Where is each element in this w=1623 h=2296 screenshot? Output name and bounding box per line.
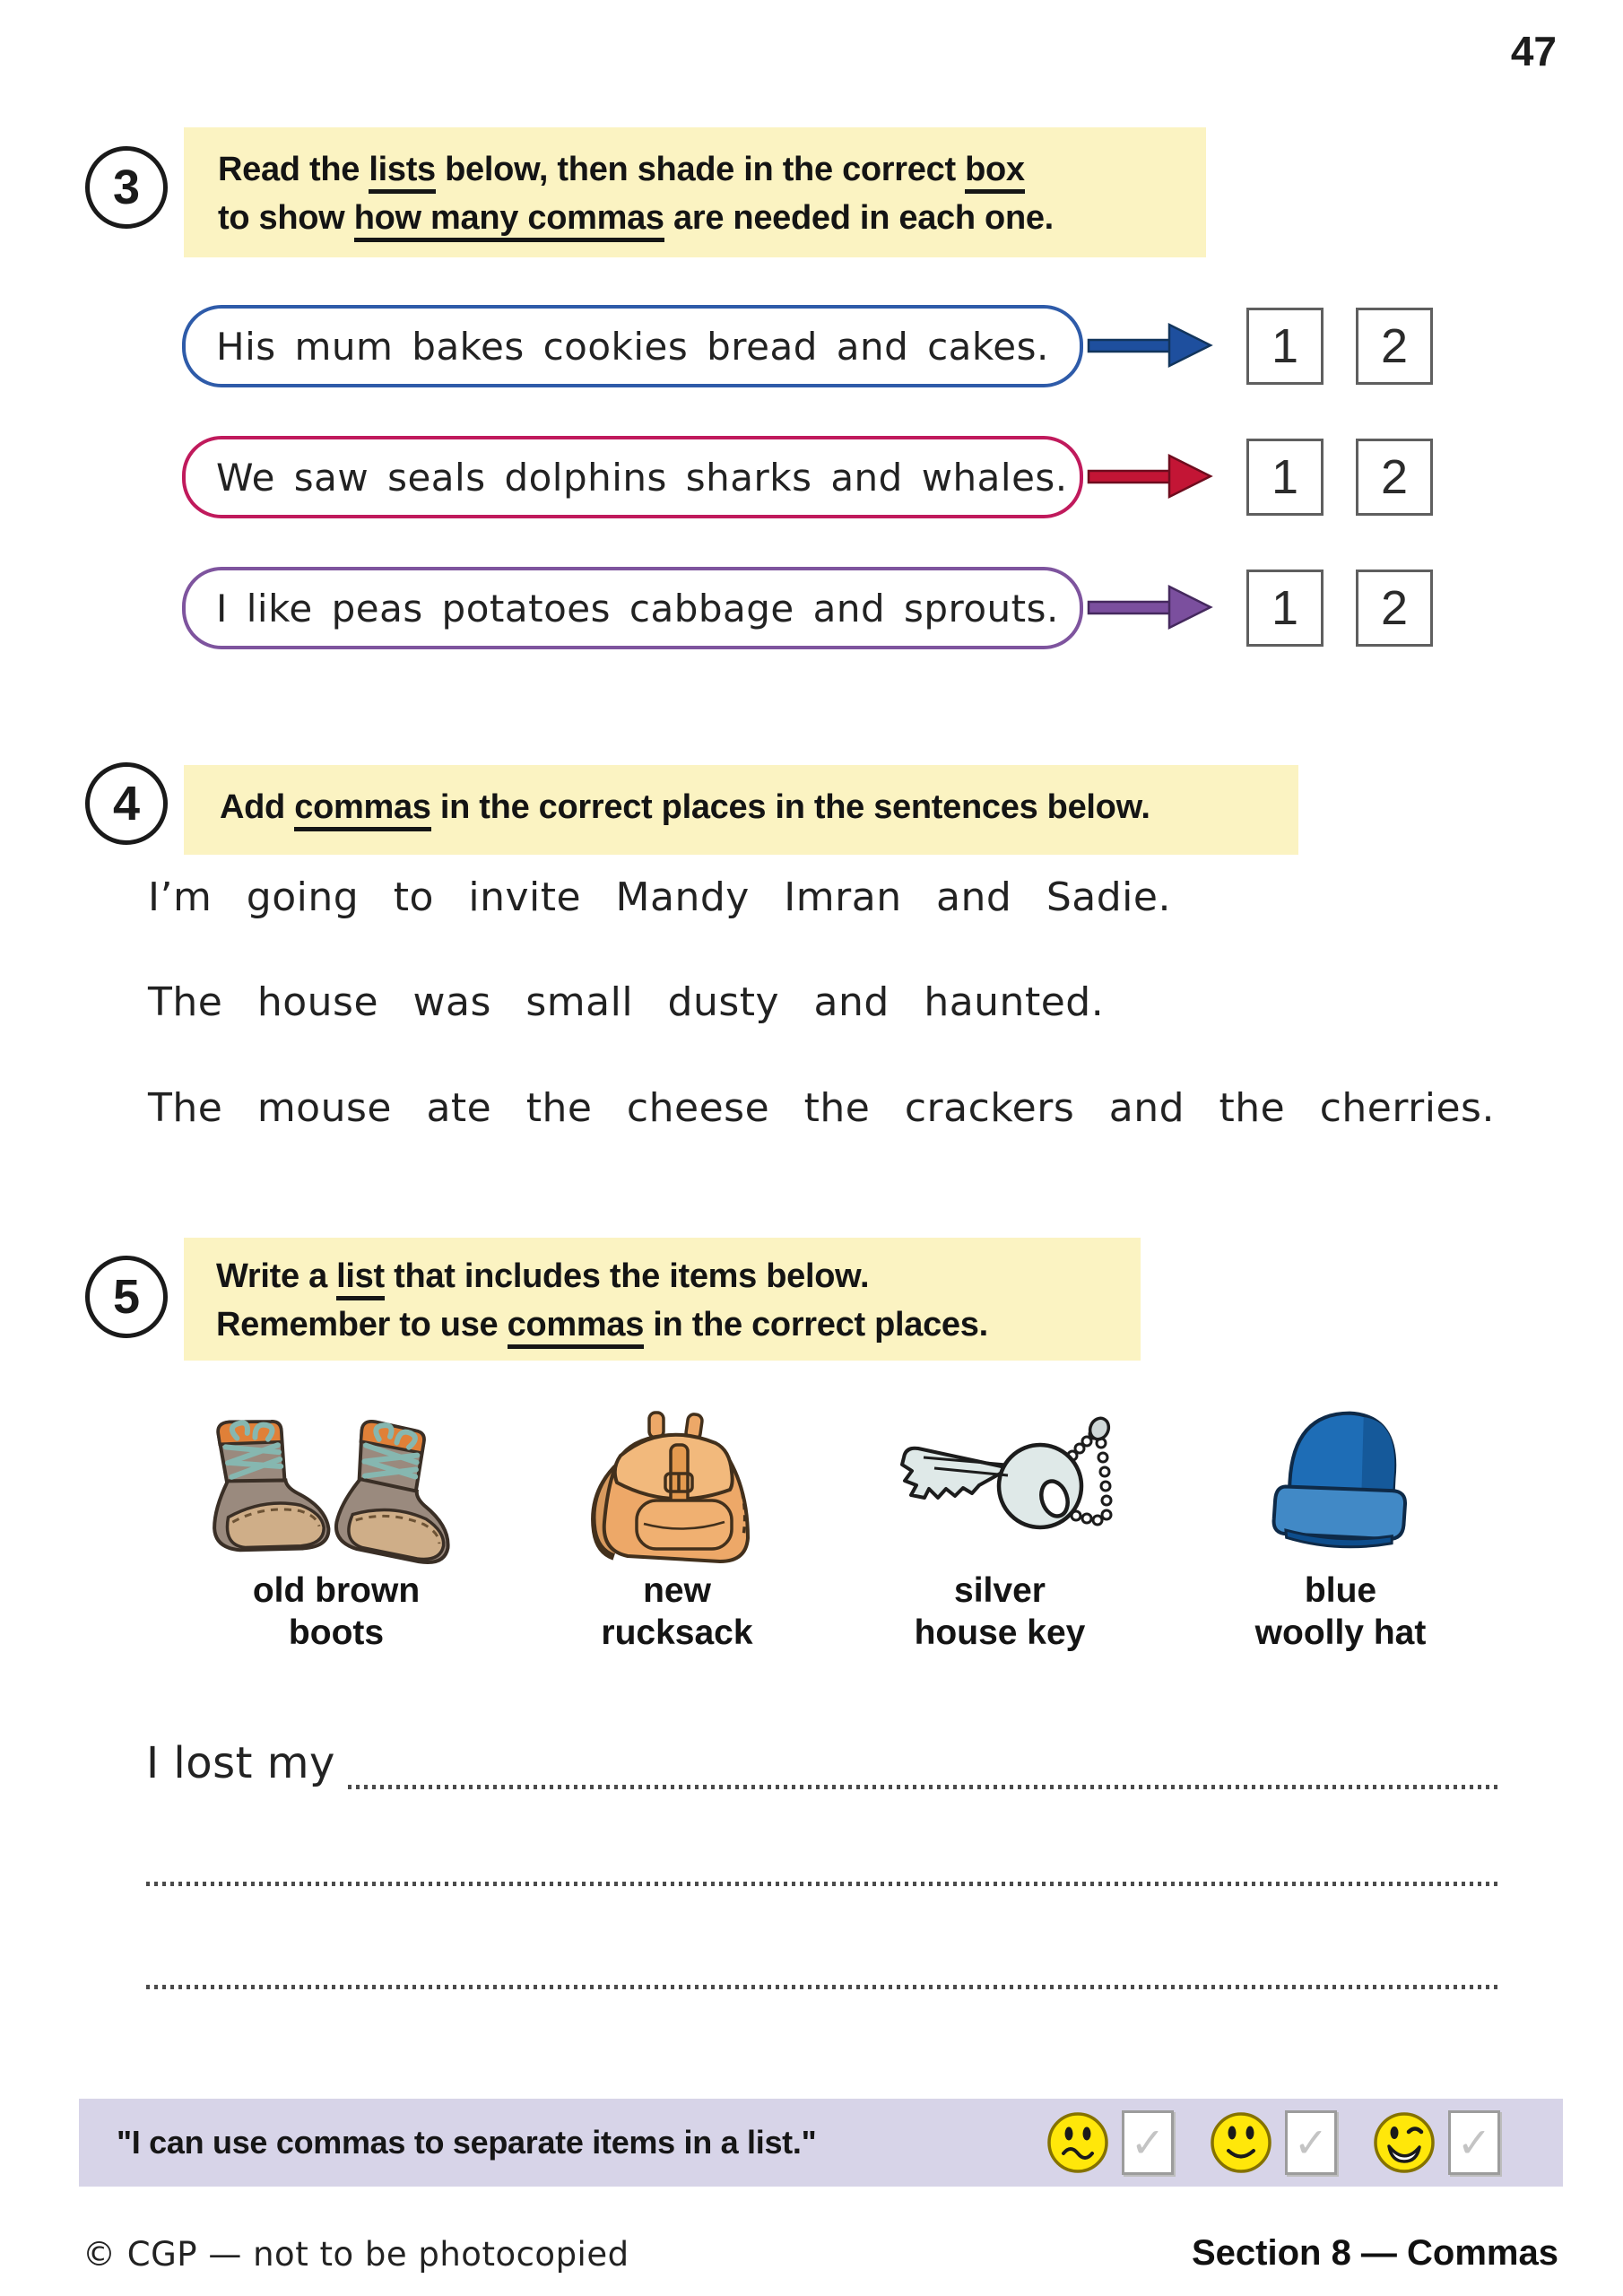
happy-checkbox[interactable] <box>1448 2110 1500 2175</box>
comma-exercise-sentence[interactable]: The mouse ate the cheese the crackers and the cherries. <box>148 1085 1495 1131</box>
item-label-line: old brown <box>252 1571 421 1610</box>
check-icon: ✓ <box>1130 2119 1166 2166</box>
list-item <box>1197 1395 1484 1654</box>
copyright-notice: © CGP — not to be photocopied <box>82 2235 629 2274</box>
instruction-line: to show how many commas are needed in each one. <box>218 194 1206 242</box>
answer-box-two[interactable]: 2 <box>1356 439 1433 516</box>
list-sentence-box: We saw seals dolphins sharks and whales. <box>182 436 1083 518</box>
smiley-unsure-icon <box>1045 2109 1111 2176</box>
question-4-digit: 4 <box>112 777 141 831</box>
instruction-line: Write a list that includes the items below. <box>216 1252 1141 1300</box>
unsure-checkbox[interactable] <box>1122 2110 1174 2175</box>
section-title: Section 8 — Commas <box>1191 2233 1558 2273</box>
answer-line[interactable] <box>146 1882 1497 1886</box>
list-item <box>856 1395 1143 1654</box>
comma-exercise-sentence[interactable]: I’m going to invite Mandy Imran and Sadie. <box>148 874 1171 920</box>
list-sentence-box: His mum bakes cookies bread and cakes. <box>182 305 1083 387</box>
page-number: 47 <box>1510 28 1557 74</box>
check-icon: ✓ <box>1456 2119 1492 2166</box>
boots-icon <box>193 1395 480 1570</box>
rucksack-icon <box>534 1395 820 1570</box>
answer-box-two[interactable]: 2 <box>1356 570 1433 647</box>
list-item <box>193 1395 480 1654</box>
answer-box-two[interactable]: 2 <box>1356 308 1433 385</box>
answer-prompt: I lost my <box>146 1738 335 1788</box>
list-sentence-box: I like peas potatoes cabbage and sprouts. <box>182 567 1083 649</box>
item-label-line: blue <box>1304 1571 1377 1610</box>
answer-line[interactable] <box>348 1785 1497 1789</box>
question-4-number <box>85 762 168 845</box>
question-5-instruction <box>184 1238 1141 1361</box>
question-3-digit: 3 <box>112 161 141 214</box>
question-3-instruction <box>184 127 1206 257</box>
item-label-line: woolly hat <box>1254 1613 1427 1652</box>
okay-checkbox[interactable] <box>1285 2110 1337 2175</box>
smiley-checkbox-row <box>1045 2099 1500 2187</box>
question-5-number <box>85 1256 168 1338</box>
self-assessment-statement: "I can use commas to separate items in a list." <box>117 2124 817 2161</box>
instruction-line: Remember to use commas in the correct places. <box>216 1300 1141 1349</box>
list-item <box>534 1395 820 1654</box>
smiley-happy-icon <box>1371 2109 1437 2176</box>
answer-box-one[interactable]: 1 <box>1246 439 1324 516</box>
self-assessment-bar <box>79 2099 1563 2187</box>
item-label-line: rucksack <box>601 1613 753 1652</box>
item-label-line: boots <box>288 1613 385 1652</box>
comma-exercise-sentence[interactable]: The house was small dusty and haunted. <box>148 979 1105 1025</box>
smiley-okay-icon <box>1208 2109 1274 2176</box>
answer-box-one[interactable]: 1 <box>1246 570 1324 647</box>
question-5-digit: 5 <box>112 1270 141 1324</box>
item-label-line: silver <box>954 1571 1046 1610</box>
instruction-line: Add commas in the correct places in the sentences below. <box>220 788 1298 827</box>
arrow-icon <box>1087 319 1214 371</box>
answer-box-one[interactable]: 1 <box>1246 308 1324 385</box>
item-label-line: new <box>643 1571 711 1610</box>
question-4-instruction <box>184 765 1298 855</box>
check-icon: ✓ <box>1293 2119 1329 2166</box>
item-label-line: house key <box>914 1613 1086 1652</box>
question-3-number <box>85 146 168 229</box>
arrow-icon <box>1087 450 1214 502</box>
hat-icon <box>1197 1395 1484 1570</box>
key-icon <box>856 1395 1143 1570</box>
arrow-icon <box>1087 581 1214 633</box>
instruction-line: Read the lists below, then shade in the correct box <box>218 145 1206 194</box>
answer-line[interactable] <box>146 1985 1497 1989</box>
